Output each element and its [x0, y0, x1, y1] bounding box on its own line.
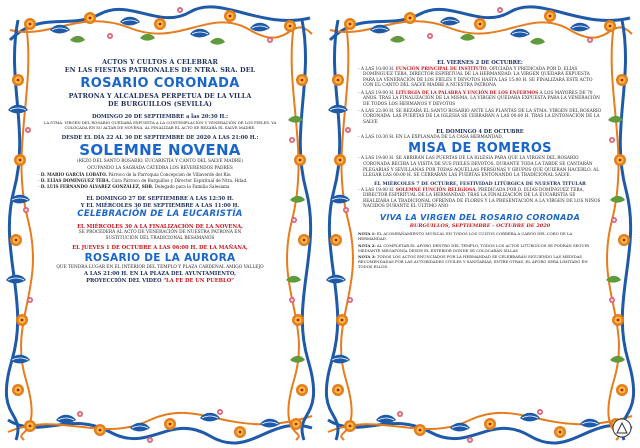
domingo-20-heading: DOMINGO 20 DE SEPTIEMBRE a las 20:30 H.: [91, 113, 228, 120]
video-title: "LA FE DE UN PUEBLO" [163, 278, 234, 285]
misa-item: - A LAS 19:00 H. SE ABRIRÁN LAS PUERTAS DE LA IGLESIA PARA QUE LA VIRGEN DEL ROSARIO CORONADA RECIBA LA VISITA DE SUS FIELES DEVOTOS. DURANTE TODA LA TARDE SE CANTARÁN PLEGARIAS Y SEVILLANAS POR TODAS AQUELLAS PERSONAS Y GRUPOS QUE QUIERAN HACERLO. AL LLEGAR LAS 00:00 H. SE CERRARÁN LAS PUERTAS ENTONANDO LA TRADICIONAL SALVE. [358, 156, 600, 179]
priest-item: - D. MARIO GARCÍA LOBATO. Párroco de la Parroquia Concepción de Villaverde del Río. [38, 172, 232, 178]
viva-la-virgen: VIVA LA VIRGEN DEL ROSARIO CORONADA [379, 213, 581, 223]
viernes-item: - A LAS 22:00 H. SE REZARÁ EL SANTO ROSARIO ANTE LAS PLANTAS DE LA STMA. VIRGEN DEL ROSARIO CORONADA. LAS PUERTAS DE LA IGLESIA SE CERRARÁN A LAS 00:00 H. TRAS LA ENTONACIÓN DE LA SALVE [358, 108, 602, 125]
priests-list [38, 172, 282, 190]
watermark-logo-icon [612, 418, 632, 438]
title-celebracion-eucaristia: CELEBRACIÓN DE LA EUCARISTÍA [77, 209, 243, 220]
title-solemne-novena: SOLEMNE NOVENA [79, 140, 241, 159]
jueves-1-heading: EL JUEVES 1 DE OCTUBRE A LAS 06:00 H. DE LA MAÑANA, [72, 245, 248, 252]
aurora-plaza: A LAS 21:00 H. EN LA PLAZA DEL AYUNTAMIENTO, [84, 271, 236, 278]
miercoles-30-line-1: SE PROCEDERÁ AL ACTO DE VENERACIÓN DE NUESTRA PATRONA EN [78, 230, 242, 236]
miercoles-30-line-2: SUSTITUCIÓN DEL TRADICIONAL BESAMANOS [105, 235, 215, 241]
priest-item: - D. ELÍAS DOMÍNGUEZ TEBA. Cura Párroco de Burguillos y Director Espiritual de Ntra. Hdad. [38, 178, 248, 184]
patrona-line-2: DE BURGUILLOS (SEVILLA) [107, 99, 213, 108]
title-rosario-aurora: ROSARIO DE LA AURORA [84, 252, 236, 265]
title-rosario-coronada: ROSARIO CORONADA [80, 76, 240, 91]
viernes-item: - A LAS 19:00 H. LITURGIA DE LA PALABRA Y UNCIÓN DE LOS ENFERMOS A LOS MAYORES DE 70 AÑOS. TRAS LA FINALIZACIÓN DE LA MISMA, LA VIRGEN QUEDARÁ EXPUESTA PARA LA VENERACIÓN DE TODOS LOS HERMANOS Y DEVOTOS [358, 90, 600, 107]
nota-item: NOTA 2: AL COMPLETAR EL AFORO DENTRO DEL TEMPLO, TODOS LOS ACTOS LITÚRGICOS SE PODRÁN SEGUIR MEDIANTE MEGAFONÍA DESDE EL EXTERIOR DONDE SE COLOCARÁN SILLAS [358, 242, 589, 253]
title-misa-romeros: MISA DE ROMEROS [408, 140, 552, 156]
explanada-text: - A LAS 10:30 H. EN LA EXPLANADA DE LA CASA HERMANDAD, [358, 135, 503, 141]
nota-item: NOTA 1: EL ACOMPAÑAMIENTO MUSICAL EN TODOS LOS CULTOS CORRERÁ A CARGO DEL CORO DE LA HERMANDAD. [358, 231, 573, 242]
viernes-item: - A LAS 10:00 H. FUNCIÓN PRINCIPAL DE INSTITUTO, OFICIADA Y PREDICADA POR D. ELÍAS DOMÍNGUEZ TEBA, DIRECTOR ESPIRITUAL DE LA HERMANDAD. LA VIRGEN QUEDARÁ EXPUESTA PARA LA VENERACIÓN DE LOS FIELES Y DEVOTOS HASTA LAS 15:00 H. SE FINALIZARÁ ESTE ACTO CON EL CANTO DEL SALVE MADRE A NUESTRA PATRONA [358, 66, 593, 89]
novena-subtitle: (REZO DEL SANTO ROSARIO, EUCARISTÍA Y CANTO DEL SALVE MADRE) [77, 159, 243, 165]
right-page [320, 0, 640, 448]
aurora-text: QUE TENDRÁ LUGAR EN EL INTERIOR DEL TEMPLO Y PLAZA CARDENAL AMIGO VALLEJO [56, 264, 264, 270]
viva-subtitle: BURGUILLOS, SEPTIEMBRE - OCTUBRE DE 2020 [409, 223, 551, 230]
domingo-20-text: LA STMA. VIRGEN DEL ROSARIO QUEDARÁ EXPUESTA A LA CONTEMPLACIÓN Y VENERACIÓN DE LOS FIELES, YA COLOCADA EN SU ALTAR DE NOVENA. AL FINALIZAR EL ACTO SE REZARÁ EL SALVE MADRE. [43, 120, 277, 131]
eucaristia-date-1: EL DOMINGO 27 DE SEPTIEMBRE A LAS 12:30 H. [86, 195, 234, 202]
eucaristia-date-2: Y EL MIÉRCOLES 30 DE SEPTIEMBRE A LAS 11:00 H. [80, 202, 240, 209]
miercoles-30-heading: EL MIÉRCOLES 30 A LA FINALIZACIÓN DE LA NOVENA, [77, 223, 243, 230]
intro-line-2: EN LAS FIESTAS PATRONALES DE NTRA. SRA. DEL [64, 66, 256, 74]
patrona-line-1: PATRONA Y ALCALDESA PERPETUA DE LA VILLA [68, 91, 252, 100]
miercoles-7-heading: EL MIÉRCOLES 7 DE OCTUBRE, FESTIVIDAD LITÚRGICA DE NUESTRA TITULAR [374, 181, 586, 187]
intro-line-1: ACTOS Y CULTOS A CELEBRAR [102, 58, 218, 66]
viernes-2-heading: EL VIERNES 2 DE OCTUBRE: [437, 60, 523, 66]
miercoles-7-item: - A LAS 19:00 H. SOLEMNE FUNCIÓN RELIGIOSA, PREDICADA POR D. ELÍAS DOMÍNGUEZ TEBA, DIRECTOR ESPIRITUAL DE LA HERMANDAD. TRAS LA FINALIZACIÓN DE LA EUCARISTÍA SE REALIZARÁ LA TRADICIONAL OFRENDA DE FLORES Y LA PRESENTACIÓN A LA VIRGEN DE LOS NIÑOS NACIDOS DURANTE EL ÚLTIMO AÑO [358, 187, 601, 210]
right-content [358, 60, 602, 408]
aurora-video-line: PROYECCIÓN DEL VIDEO "LA FE DE UN PUEBLO" [86, 278, 234, 285]
domingo-4-heading: EL DOMINGO 4 DE OCTUBRE [436, 128, 524, 135]
novena-dates: DESDE EL DÍA 22 AL 30 DE SEPTIEMBRE DE 2020 A LAS 21:00 H.: [61, 135, 259, 142]
priest-item: - D. LUIS FERNANDO ÁLVAREZ GONZÁLEZ, SDB. Delegado para la Familia Salesiana [38, 184, 230, 190]
ocupando-text: OCUPANDO LA SAGRADA CÁTEDRA LOS REVERENDOS PADRES [87, 165, 233, 171]
nota-item: NOTA 3: TODOS LOS ACTOS ENUNCIADOS POR LA HERMANDAD SE CELEBRARÁN SIGUIENDO LAS MEDIDAS RECOMENDADAS POR LAS AUTORIDADES CIVILES Y SANITARIAS, ENTRE OTRAS, EL AFORO SERÁ LIMITADO EN TODOS ELLOS. [358, 254, 588, 269]
left-content [38, 58, 282, 408]
